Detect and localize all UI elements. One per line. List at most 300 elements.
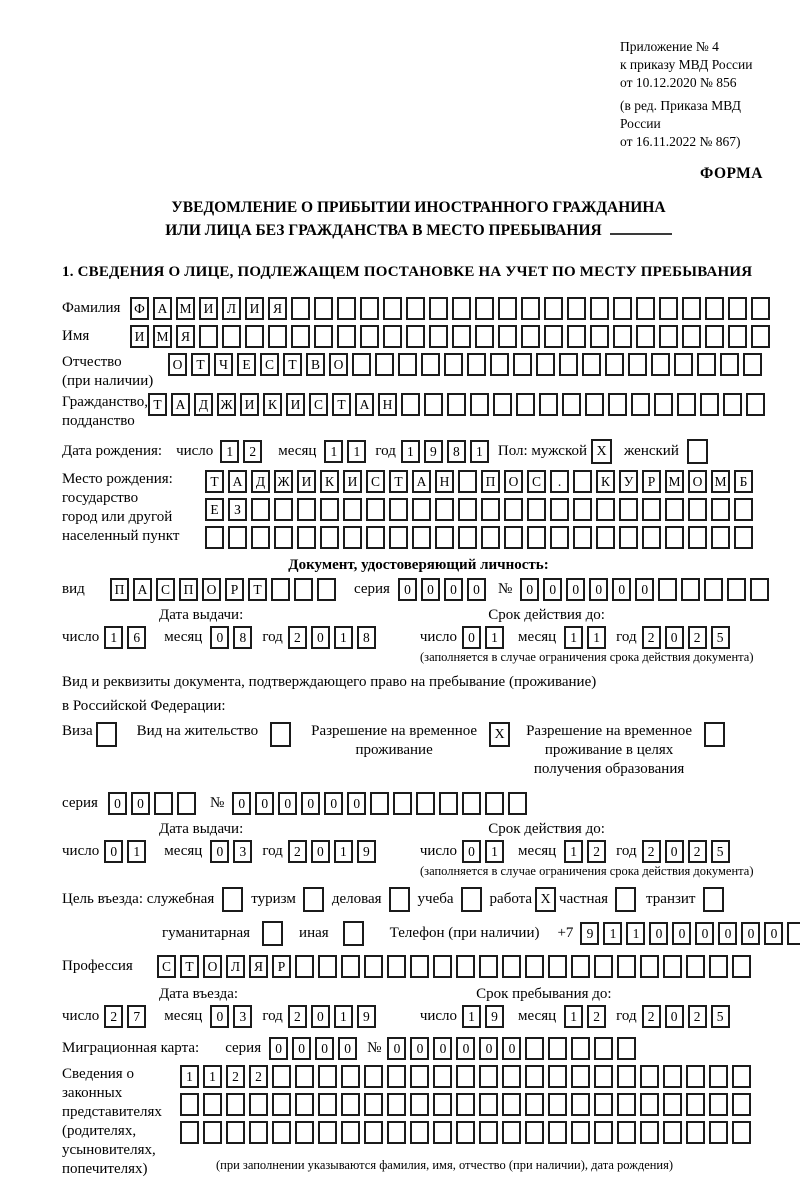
form-cell[interactable] [582, 353, 601, 376]
form-cell[interactable] [640, 1093, 659, 1116]
form-cell[interactable]: 0 [315, 1037, 334, 1060]
form-cell[interactable] [387, 1121, 406, 1144]
form-cell[interactable] [320, 526, 339, 549]
form-cell[interactable] [406, 297, 425, 320]
form-cell[interactable] [562, 393, 581, 416]
form-cell[interactable] [424, 393, 443, 416]
purpose-private-checkbox[interactable] [615, 887, 636, 912]
form-cell[interactable] [536, 353, 555, 376]
form-cell[interactable]: Б [734, 470, 753, 493]
form-cell[interactable] [525, 955, 544, 978]
form-cell[interactable] [619, 498, 638, 521]
form-cell[interactable]: 2 [104, 1005, 123, 1028]
form-cell[interactable]: И [130, 325, 149, 348]
form-cell[interactable]: М [665, 470, 684, 493]
form-cell[interactable] [665, 526, 684, 549]
form-cell[interactable]: Н [378, 393, 397, 416]
purpose-official-checkbox[interactable] [222, 887, 243, 912]
form-cell[interactable] [222, 325, 241, 348]
form-cell[interactable]: . [550, 470, 569, 493]
form-cell[interactable] [728, 297, 747, 320]
form-cell[interactable] [314, 297, 333, 320]
form-cell[interactable] [364, 1093, 383, 1116]
form-cell[interactable] [249, 1121, 268, 1144]
form-cell[interactable] [502, 1121, 521, 1144]
form-cell[interactable] [249, 1093, 268, 1116]
form-cell[interactable] [245, 325, 264, 348]
form-cell[interactable] [573, 526, 592, 549]
form-cell[interactable]: 0 [311, 840, 330, 863]
form-cell[interactable] [571, 955, 590, 978]
form-cell[interactable] [433, 1093, 452, 1116]
form-cell[interactable] [295, 1093, 314, 1116]
form-cell[interactable]: 0 [387, 1037, 406, 1060]
form-cell[interactable]: 1 [334, 1005, 353, 1028]
form-cell[interactable] [550, 526, 569, 549]
form-cell[interactable] [456, 1093, 475, 1116]
form-cell[interactable]: 1 [564, 840, 583, 863]
form-cell[interactable]: Т [205, 470, 224, 493]
form-cell[interactable] [412, 498, 431, 521]
form-cell[interactable] [585, 393, 604, 416]
form-cell[interactable]: 0 [410, 1037, 429, 1060]
form-cell[interactable] [787, 922, 800, 945]
form-cell[interactable] [421, 353, 440, 376]
form-cell[interactable] [401, 393, 420, 416]
form-cell[interactable] [640, 955, 659, 978]
form-cell[interactable] [272, 1065, 291, 1088]
form-cell[interactable] [750, 578, 769, 601]
form-cell[interactable] [406, 325, 425, 348]
form-cell[interactable] [613, 297, 632, 320]
form-cell[interactable] [341, 1065, 360, 1088]
form-cell[interactable] [525, 1065, 544, 1088]
form-cell[interactable]: 1 [324, 440, 343, 463]
form-cell[interactable] [617, 955, 636, 978]
form-cell[interactable] [525, 1121, 544, 1144]
form-cell[interactable]: Р [225, 578, 244, 601]
form-cell[interactable] [548, 1093, 567, 1116]
form-cell[interactable]: И [286, 393, 305, 416]
form-cell[interactable] [709, 1065, 728, 1088]
form-cell[interactable] [251, 526, 270, 549]
form-cell[interactable] [594, 955, 613, 978]
form-cell[interactable]: 0 [665, 840, 684, 863]
form-cell[interactable] [479, 1065, 498, 1088]
form-cell[interactable] [596, 498, 615, 521]
form-cell[interactable] [746, 393, 765, 416]
form-cell[interactable] [458, 526, 477, 549]
form-cell[interactable]: 8 [357, 626, 376, 649]
form-cell[interactable]: 1 [485, 840, 504, 863]
form-cell[interactable] [456, 955, 475, 978]
form-cell[interactable]: 0 [108, 792, 127, 815]
form-cell[interactable]: 2 [249, 1065, 268, 1088]
form-cell[interactable] [458, 498, 477, 521]
form-cell[interactable] [711, 526, 730, 549]
form-cell[interactable]: 2 [288, 840, 307, 863]
form-cell[interactable] [751, 297, 770, 320]
form-cell[interactable]: 0 [718, 922, 737, 945]
form-cell[interactable] [590, 325, 609, 348]
form-cell[interactable] [605, 353, 624, 376]
form-cell[interactable]: О [329, 353, 348, 376]
form-cell[interactable] [470, 393, 489, 416]
form-cell[interactable] [734, 526, 753, 549]
form-cell[interactable] [433, 1065, 452, 1088]
form-cell[interactable] [596, 526, 615, 549]
form-cell[interactable] [636, 297, 655, 320]
form-cell[interactable] [521, 297, 540, 320]
form-cell[interactable] [383, 325, 402, 348]
form-cell[interactable]: М [711, 470, 730, 493]
form-cell[interactable] [681, 578, 700, 601]
form-cell[interactable]: 2 [642, 1005, 661, 1028]
form-cell[interactable] [709, 955, 728, 978]
form-cell[interactable] [435, 526, 454, 549]
form-cell[interactable]: 0 [444, 578, 463, 601]
form-cell[interactable]: 0 [462, 840, 481, 863]
form-cell[interactable] [544, 297, 563, 320]
form-cell[interactable]: И [240, 393, 259, 416]
form-cell[interactable] [594, 1065, 613, 1088]
form-cell[interactable] [688, 526, 707, 549]
form-cell[interactable] [475, 325, 494, 348]
form-cell[interactable] [251, 498, 270, 521]
form-cell[interactable] [608, 393, 627, 416]
form-cell[interactable]: 7 [127, 1005, 146, 1028]
form-cell[interactable]: 0 [467, 578, 486, 601]
form-cell[interactable]: 1 [603, 922, 622, 945]
form-cell[interactable] [732, 1065, 751, 1088]
form-cell[interactable] [199, 325, 218, 348]
form-cell[interactable]: 1 [334, 626, 353, 649]
form-cell[interactable]: 0 [301, 792, 320, 815]
form-cell[interactable] [732, 955, 751, 978]
form-cell[interactable]: 0 [269, 1037, 288, 1060]
form-cell[interactable] [682, 325, 701, 348]
form-cell[interactable]: 9 [357, 840, 376, 863]
form-cell[interactable]: 5 [711, 1005, 730, 1028]
form-cell[interactable] [481, 526, 500, 549]
form-cell[interactable] [318, 1121, 337, 1144]
form-cell[interactable]: Р [642, 470, 661, 493]
form-cell[interactable]: 0 [502, 1037, 521, 1060]
form-cell[interactable] [705, 297, 724, 320]
form-cell[interactable] [516, 393, 535, 416]
form-cell[interactable]: 2 [587, 1005, 606, 1028]
form-cell[interactable] [291, 297, 310, 320]
form-cell[interactable] [352, 353, 371, 376]
form-cell[interactable]: 0 [672, 922, 691, 945]
form-cell[interactable]: С [309, 393, 328, 416]
form-cell[interactable] [567, 297, 586, 320]
form-cell[interactable]: 2 [243, 440, 262, 463]
form-cell[interactable]: 0 [255, 792, 274, 815]
form-cell[interactable] [343, 498, 362, 521]
form-cell[interactable]: Ж [274, 470, 293, 493]
form-cell[interactable]: 5 [711, 626, 730, 649]
form-cell[interactable]: 0 [566, 578, 585, 601]
form-cell[interactable] [732, 1093, 751, 1116]
purpose-transit-checkbox[interactable] [703, 887, 724, 912]
form-cell[interactable] [291, 325, 310, 348]
form-cell[interactable] [663, 955, 682, 978]
form-cell[interactable]: М [176, 297, 195, 320]
form-cell[interactable] [364, 1121, 383, 1144]
form-cell[interactable]: 0 [649, 922, 668, 945]
form-cell[interactable]: К [263, 393, 282, 416]
form-cell[interactable]: А [355, 393, 374, 416]
form-cell[interactable]: 0 [324, 792, 343, 815]
form-cell[interactable]: 2 [226, 1065, 245, 1088]
form-cell[interactable] [631, 393, 650, 416]
form-cell[interactable]: 9 [357, 1005, 376, 1028]
form-cell[interactable]: 0 [462, 626, 481, 649]
form-cell[interactable]: Ж [217, 393, 236, 416]
form-cell[interactable] [456, 1065, 475, 1088]
form-cell[interactable]: З [228, 498, 247, 521]
form-cell[interactable] [502, 1093, 521, 1116]
form-cell[interactable]: 9 [485, 1005, 504, 1028]
form-cell[interactable] [370, 792, 389, 815]
form-cell[interactable]: 0 [695, 922, 714, 945]
form-cell[interactable] [663, 1093, 682, 1116]
form-cell[interactable] [389, 526, 408, 549]
form-cell[interactable]: Е [205, 498, 224, 521]
form-cell[interactable]: 0 [278, 792, 297, 815]
form-cell[interactable]: 1 [564, 1005, 583, 1028]
form-cell[interactable]: П [110, 578, 129, 601]
form-cell[interactable]: 0 [589, 578, 608, 601]
form-cell[interactable] [548, 955, 567, 978]
form-cell[interactable]: 0 [347, 792, 366, 815]
form-cell[interactable] [387, 1093, 406, 1116]
form-cell[interactable]: С [157, 955, 176, 978]
form-cell[interactable] [613, 325, 632, 348]
form-cell[interactable]: 1 [220, 440, 239, 463]
form-cell[interactable]: 1 [334, 840, 353, 863]
form-cell[interactable]: 0 [665, 1005, 684, 1028]
form-cell[interactable] [527, 498, 546, 521]
form-cell[interactable] [343, 526, 362, 549]
form-cell[interactable] [387, 1065, 406, 1088]
form-cell[interactable]: Т [283, 353, 302, 376]
form-cell[interactable] [479, 1121, 498, 1144]
form-cell[interactable] [203, 1093, 222, 1116]
form-cell[interactable]: Т [148, 393, 167, 416]
form-cell[interactable] [751, 325, 770, 348]
form-cell[interactable] [383, 297, 402, 320]
form-cell[interactable] [617, 1065, 636, 1088]
form-cell[interactable]: Т [191, 353, 210, 376]
form-cell[interactable]: 1 [180, 1065, 199, 1088]
form-cell[interactable]: 2 [288, 626, 307, 649]
form-cell[interactable] [654, 393, 673, 416]
form-cell[interactable] [548, 1037, 567, 1060]
form-cell[interactable]: И [343, 470, 362, 493]
form-cell[interactable] [439, 792, 458, 815]
form-cell[interactable]: 3 [233, 840, 252, 863]
form-cell[interactable]: А [412, 470, 431, 493]
form-cell[interactable]: Т [180, 955, 199, 978]
form-cell[interactable]: Р [272, 955, 291, 978]
form-cell[interactable] [410, 955, 429, 978]
form-cell[interactable] [594, 1037, 613, 1060]
male-checkbox[interactable]: X [591, 439, 612, 464]
form-cell[interactable] [728, 325, 747, 348]
form-cell[interactable] [320, 498, 339, 521]
form-cell[interactable] [513, 353, 532, 376]
form-cell[interactable]: У [619, 470, 638, 493]
form-cell[interactable]: 0 [741, 922, 760, 945]
form-cell[interactable]: 1 [104, 626, 123, 649]
form-cell[interactable]: К [320, 470, 339, 493]
form-cell[interactable]: 0 [292, 1037, 311, 1060]
form-cell[interactable] [619, 526, 638, 549]
form-cell[interactable]: Л [222, 297, 241, 320]
form-cell[interactable] [389, 498, 408, 521]
form-cell[interactable] [642, 498, 661, 521]
form-cell[interactable]: М [153, 325, 172, 348]
form-cell[interactable]: Ф [130, 297, 149, 320]
form-cell[interactable] [297, 498, 316, 521]
form-cell[interactable]: 8 [447, 440, 466, 463]
form-cell[interactable]: А [133, 578, 152, 601]
form-cell[interactable] [485, 792, 504, 815]
form-cell[interactable]: 0 [635, 578, 654, 601]
form-cell[interactable] [700, 393, 719, 416]
form-cell[interactable]: Д [251, 470, 270, 493]
form-cell[interactable]: 0 [311, 1005, 330, 1028]
form-cell[interactable] [226, 1121, 245, 1144]
form-cell[interactable] [590, 297, 609, 320]
form-cell[interactable]: 1 [564, 626, 583, 649]
form-cell[interactable] [567, 325, 586, 348]
female-checkbox[interactable] [687, 439, 708, 464]
form-cell[interactable] [467, 353, 486, 376]
form-cell[interactable]: 1 [462, 1005, 481, 1028]
temp-residence-edu-checkbox[interactable] [704, 722, 725, 747]
form-cell[interactable] [228, 526, 247, 549]
form-cell[interactable] [665, 498, 684, 521]
form-cell[interactable] [317, 578, 336, 601]
form-cell[interactable]: Я [176, 325, 195, 348]
form-cell[interactable] [429, 297, 448, 320]
form-cell[interactable] [337, 325, 356, 348]
form-cell[interactable]: 0 [210, 1005, 229, 1028]
form-cell[interactable]: 0 [612, 578, 631, 601]
form-cell[interactable] [550, 498, 569, 521]
form-cell[interactable] [364, 955, 383, 978]
form-cell[interactable] [410, 1121, 429, 1144]
form-cell[interactable] [341, 1093, 360, 1116]
form-cell[interactable] [452, 325, 471, 348]
form-cell[interactable] [364, 1065, 383, 1088]
form-cell[interactable]: 0 [764, 922, 783, 945]
form-cell[interactable]: 1 [470, 440, 489, 463]
form-cell[interactable]: 0 [131, 792, 150, 815]
form-cell[interactable]: 2 [642, 626, 661, 649]
form-cell[interactable] [677, 393, 696, 416]
form-cell[interactable]: Е [237, 353, 256, 376]
form-cell[interactable]: О [688, 470, 707, 493]
form-cell[interactable]: И [245, 297, 264, 320]
form-cell[interactable]: 0 [210, 840, 229, 863]
form-cell[interactable] [433, 955, 452, 978]
form-cell[interactable]: 2 [688, 626, 707, 649]
form-cell[interactable]: 0 [210, 626, 229, 649]
form-cell[interactable]: 1 [587, 626, 606, 649]
form-cell[interactable]: П [481, 470, 500, 493]
visa-checkbox[interactable] [96, 722, 117, 747]
form-cell[interactable]: Т [248, 578, 267, 601]
form-cell[interactable] [447, 393, 466, 416]
form-cell[interactable]: 0 [311, 626, 330, 649]
blank-underline[interactable] [610, 219, 672, 235]
form-cell[interactable] [490, 353, 509, 376]
form-cell[interactable]: 3 [233, 1005, 252, 1028]
form-cell[interactable] [203, 1121, 222, 1144]
form-cell[interactable]: 9 [580, 922, 599, 945]
form-cell[interactable] [658, 578, 677, 601]
form-cell[interactable] [479, 955, 498, 978]
form-cell[interactable] [571, 1065, 590, 1088]
form-cell[interactable]: Я [249, 955, 268, 978]
form-cell[interactable] [688, 498, 707, 521]
form-cell[interactable] [548, 1121, 567, 1144]
form-cell[interactable]: 1 [127, 840, 146, 863]
form-cell[interactable]: 0 [232, 792, 251, 815]
form-cell[interactable] [544, 325, 563, 348]
form-cell[interactable]: 2 [587, 840, 606, 863]
form-cell[interactable] [674, 353, 693, 376]
form-cell[interactable]: К [596, 470, 615, 493]
form-cell[interactable] [709, 1121, 728, 1144]
form-cell[interactable] [154, 792, 173, 815]
form-cell[interactable]: 9 [424, 440, 443, 463]
form-cell[interactable] [502, 955, 521, 978]
form-cell[interactable] [594, 1121, 613, 1144]
form-cell[interactable] [727, 578, 746, 601]
form-cell[interactable] [295, 1065, 314, 1088]
form-cell[interactable] [295, 1121, 314, 1144]
form-cell[interactable] [435, 498, 454, 521]
form-cell[interactable] [734, 498, 753, 521]
form-cell[interactable] [297, 526, 316, 549]
form-cell[interactable] [294, 578, 313, 601]
form-cell[interactable] [180, 1121, 199, 1144]
form-cell[interactable] [502, 1065, 521, 1088]
form-cell[interactable] [636, 325, 655, 348]
form-cell[interactable] [617, 1093, 636, 1116]
form-cell[interactable]: Л [226, 955, 245, 978]
form-cell[interactable]: 0 [338, 1037, 357, 1060]
form-cell[interactable] [686, 1093, 705, 1116]
form-cell[interactable] [456, 1121, 475, 1144]
form-cell[interactable]: 0 [543, 578, 562, 601]
form-cell[interactable] [387, 955, 406, 978]
form-cell[interactable]: О [202, 578, 221, 601]
form-cell[interactable] [180, 1093, 199, 1116]
form-cell[interactable] [642, 526, 661, 549]
form-cell[interactable]: 0 [421, 578, 440, 601]
form-cell[interactable] [571, 1121, 590, 1144]
form-cell[interactable] [651, 353, 670, 376]
form-cell[interactable] [410, 1093, 429, 1116]
form-cell[interactable] [525, 1037, 544, 1060]
form-cell[interactable] [398, 353, 417, 376]
